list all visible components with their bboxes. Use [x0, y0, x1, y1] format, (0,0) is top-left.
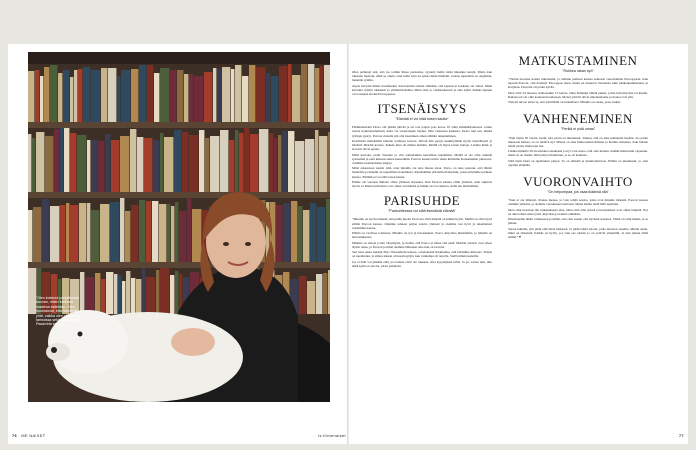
- book-spine: [192, 209, 201, 262]
- book-spine: [175, 271, 178, 314]
- book-spine: [28, 134, 31, 192]
- book-spine: [126, 271, 130, 314]
- body-paragraph: Kestävistä mahdollisti hänelle työnteon kotona. Siltoin hän pystyi keskittymään hyvin täydellisesti ja lehdistö illistäni kotona. Kaikki muu oli minun heinäni. Meillä oli myös lasten hoitaja. Lisäksi äitini ja isovarit olivat apuna.: [352, 138, 492, 152]
- body-paragraph: Emme ole vuosien mittaan olleet yhdessä tarpeeksi. Kun Paavon kanssa oltiin yhdessä, asiat sujuivat hyvin. Ja hänen tuttavansa ovat olleet arvokkaita ja kaikki osa Loviisassa, siellä me muistamme.: [352, 179, 492, 189]
- body-paragraph: Tietysti turvaa antaa se, että ystävilläni on kokemusta. Minulla on ruoka, josta nautin.: [508, 100, 621, 105]
- body-paragraph: ”Minulle on hyvin tärkeää, että pidän huolta Paavosta. Että hänellä on kaikki hyvin. Meillä on ollut hyvä elämä Paavon kanssa. Olemme tehneet paljon asioita yhdessä ja olemme tosi hyvä ja tekemisissä toisiemme kanssa.: [352, 217, 492, 230]
- book-spine: [315, 68, 319, 122]
- book-spine: [54, 129, 59, 192]
- book-spine: [79, 203, 86, 262]
- book-spine: [213, 68, 216, 122]
- book-spine: [111, 140, 119, 192]
- book-spine: [91, 70, 100, 122]
- book-spine: [60, 128, 63, 192]
- book-spine: [105, 134, 110, 192]
- book-spine: [194, 76, 203, 122]
- intro-paragraph: Arjesi kasvatti minut itsenäiseksi. Kasvatettiin omaan elämään, että lapseni ei koskaan ota valtaa. Minä kasvatin tyttöjä rohkeiksi ja ymmärtäväisiksi. Minä olen jo vanhuudessani ja aina kyllä. Kaikki lapseni ovat asuneet Koski-Eurooppassa.: [352, 83, 492, 96]
- book-spine: [160, 133, 163, 192]
- book-spine: [45, 136, 53, 192]
- book-spine: [231, 69, 234, 122]
- book-spine: [271, 76, 278, 122]
- book-spine: [170, 70, 176, 122]
- heading-matkustaminen: MATKUSTAMINEN: [518, 53, 638, 68]
- column-right: [508, 54, 648, 240]
- book-spine: [242, 76, 248, 122]
- body-paragraph: Ilmoittaudun tähän vaiheeseen ja kiitän, että olen saanut olla hyvässä seurassa. Tämä on ollut matka, ja se jatkuu.: [508, 217, 648, 226]
- book-spine: [118, 275, 121, 314]
- book-spine: [279, 66, 287, 122]
- book-spine: [125, 211, 130, 262]
- book-spine: [256, 67, 265, 122]
- book-spine: [91, 210, 99, 262]
- book-spine: [136, 279, 141, 314]
- book-spine: [164, 137, 173, 192]
- book-spine: [326, 199, 330, 262]
- book-spine: [323, 273, 327, 314]
- book-spine: [70, 133, 76, 192]
- book-spine: [114, 274, 117, 314]
- book-spine: [295, 141, 304, 192]
- body-paragraph: ”Kun täytin 50 vuotta, tiesin, että jotain on muuttunut. Tuntuu, että on aika kuunnella itseään. Jos jotain muutosta haluaa, se on tehtävä nyt. Minua on aina kiinnostanut ihmiset ja heidän tarinansa. Kun haluan tehdä jotain, minä teen sen.: [508, 135, 648, 148]
- book-spine: [292, 75, 300, 122]
- book-spine: [315, 130, 318, 192]
- book-spine: [171, 206, 174, 262]
- book-spine: [40, 76, 43, 122]
- book-spine: [217, 69, 221, 122]
- book-spine: [87, 140, 90, 192]
- book-spine: [266, 73, 270, 122]
- book-spine: [324, 65, 330, 122]
- book-spine: [210, 136, 219, 192]
- book-spine: [278, 135, 281, 192]
- book-spine: [137, 137, 143, 192]
- body-paragraph: Sanon kaikille, että pitää elää tässä hetkessä. Ja pitää tehdä asioita, jotka tuntuvat oikeilta. Mietin usein, mikä on tärkeintä. Kaikki on hyvin, jos vain saa rauhan ja on ystäviä ympärillä. Ja niin jatkuu tämä elämä.” ♥: [508, 226, 648, 240]
- body-paragraph: Lisäksi minulla 50-vuotiaiden osuuksista ja nyt voin sanoa, että olen iloinen. Kaikki ikään kuin vapautuu, mutta se on matka. Olin paljon muuttunut, ja se oli kaunista.: [508, 149, 648, 158]
- book-spine: [276, 205, 282, 262]
- book-spine: [87, 203, 90, 262]
- heading-parisuhde: PARISUHDE: [383, 193, 461, 209]
- book-spine: [101, 279, 105, 314]
- heading-itsenaisyys: ITSENÄISYYS: [377, 101, 467, 117]
- column-left: [352, 70, 492, 269]
- photo-caption: ”Olen kokenut pohjattoman kaunan, miten ihmisten maailma esitetään. Olen huomannut, että häntälöitä on yhtä, vaikka olen ollut koulun tarinoissa sekä kirjoissakin”, Paasivirta kertoo.: [36, 296, 84, 327]
- book-spine: [320, 66, 323, 122]
- book-spine: [120, 136, 129, 192]
- book-spine: [204, 72, 212, 122]
- body-paragraph: Jos ei näin voi pitkään elää, jos tunteet eivät ole rakkaus, ettei kysymykset tulisi. Ja jos vastaa niin, niin ehkä kyllä on asioita, joista puhutaan.: [352, 259, 492, 268]
- book-spine: [146, 277, 155, 314]
- book-spine: [229, 140, 234, 192]
- book-spine: [110, 202, 119, 262]
- book-spine: [64, 128, 69, 192]
- book-spine: [249, 65, 255, 122]
- body-paragraph: Siltä tässä iässä on tapahtunut paljon. Se on tärkeää ja kunnioitettavaa. Elämä on muuttunut, ja olen oppinut elämään.: [508, 158, 648, 167]
- book-spine: [28, 71, 34, 122]
- body-paragraph: ”Viettin nuorena koulut ulkomailla, ja toimme perheen kanssa aamaton vauvaiamme Eurooppaan. Kun tapasin Paavon, olin hoitanyt Eurooppaa maat, mutta en tunnevat Suomesta kuin pääkaupunkiseutua ja Karjalan. Paavolla oli jotain hyvää.: [508, 77, 648, 90]
- book-spine: [182, 132, 188, 192]
- left-page: [8, 44, 348, 444]
- book-spine: [301, 64, 307, 122]
- body-paragraph: Olen ollut 54 maassa, Kiinassakin 15 kertaa. Olen halunnut nähdä paikat, joista luin kirjoista tai kuulin. Rahasta en ole ollut koskaan huolissaan. Monet ystävät olivat ulkomaalaisia ja monet ovat yhä.: [508, 90, 648, 99]
- book-spine: [121, 70, 130, 122]
- book-spine: [70, 77, 73, 122]
- book-spine: [139, 200, 145, 262]
- page-number-left: 76: [12, 434, 18, 438]
- book-spine: [131, 69, 138, 122]
- book-spine: [122, 281, 125, 314]
- book-spine: [177, 70, 183, 122]
- book-spine: [108, 68, 116, 122]
- book-spine: [175, 202, 178, 262]
- book-spine: [160, 268, 169, 314]
- book-spine: [235, 65, 241, 122]
- book-spine: [319, 136, 327, 192]
- book-spine: [42, 199, 49, 262]
- book-spine: [291, 201, 297, 262]
- book-spine: [120, 198, 124, 262]
- book-spine: [305, 139, 314, 192]
- book-spine: [269, 133, 273, 192]
- book-spine: [66, 203, 69, 262]
- footer-left: [12, 434, 45, 438]
- book-spine: [85, 277, 94, 314]
- book-spine: [91, 140, 97, 192]
- book-spine: [328, 270, 330, 314]
- book-spine: [35, 70, 39, 122]
- book-spine: [152, 201, 158, 262]
- book-spine: [235, 130, 238, 192]
- book-spine: [78, 69, 82, 122]
- footer-url: is.fi/menaiset: [318, 434, 346, 438]
- magazine-name: ME NAISET: [21, 434, 46, 438]
- book-spine: [33, 207, 41, 262]
- body-paragraph: Minä kasvoin, pidin Suomen ja olin aamuisinkin kerrallaan tekemässä. Meillä ei ole ollut selkeää systeemiä ja ettei kukaan eniten kenestäkin. Paavon kanssa kävin usein kävimme Kaisaniemen puistossa, ostimme tuomaisiahan lahjoja.: [352, 152, 492, 165]
- book-spine: [307, 281, 315, 314]
- body-paragraph: Minä oikeastaan nautin siitä, ettei minulla ole aina muuta asiaa. Paavo on aina sanonut, että lähtisi matkoille ja hänellä on tarpeellista kokemusta. Ryntäsimme erilaisiin tilanteisiin, joissa kävimme perheen kanssa. Elämää ei voi elää toisen kautta.: [352, 166, 492, 179]
- book-spine: [283, 203, 290, 262]
- book-spine: [106, 272, 113, 314]
- book-spine: [156, 270, 159, 314]
- body-paragraph: ”Kun ei ole lähtenyt, tilanne menee, ja voin tehdä asioita, jotka ovat minulle tärkeitä. Paavon kanssa olemme yhdessä, ja olemme varautuneet tulevaan. Mutta emme tiedä mitä tapahtuu.: [508, 198, 648, 207]
- book-spine: [160, 68, 169, 122]
- book-spine: [28, 210, 32, 262]
- body-paragraph: Olen ollut tietoinen iän vaikutuksesta aina. Olen ollut aina työssä ja harrastukset ovat olleet tärkeitä. Nyt on aika tehdä omaa työtä, kirjoittaa ja nauttia elämästä.: [508, 207, 648, 216]
- book-spine: [142, 268, 145, 314]
- body-paragraph: Sen tuon ensin keksijä Pirjo Wesanderin kanssa, ortodoksisiä Raamattua, että kävimme kirkossa. Paljon on tapahtunut, ja siihen aikaan oli kasvissyöjiä, kun vanhempi oli tarjolla. Siellä mökin kuistilla.: [352, 250, 492, 259]
- intro-paragraph: Olen pelännyt sitä, että jos toimin liikaa puolustus, syytetty heille tulisi häpeäksi surujä. Mutta kun rakastan lapsiani, ehkä se onkin, ettei tulisi suru tai pahaa mieli mieltäni. Joskus lapselleni on ongelmia, menetän rytmin.: [352, 70, 492, 83]
- book-spine: [131, 278, 135, 314]
- book-spine: [95, 273, 100, 314]
- book-spine: [167, 204, 170, 262]
- book-spine: [288, 131, 294, 192]
- right-page: [348, 44, 688, 444]
- book-spine: [70, 205, 78, 262]
- book-spine: [298, 206, 302, 262]
- book-spine: [131, 205, 138, 262]
- portrait-photo: [28, 52, 330, 402]
- book-spine: [328, 132, 330, 192]
- book-spine: [288, 64, 291, 122]
- book-spine: [100, 204, 109, 262]
- book-spine: [146, 201, 151, 262]
- book-spine: [159, 204, 166, 262]
- book-spine: [170, 275, 174, 314]
- book-spine: [179, 211, 186, 262]
- book-spine: [139, 65, 146, 122]
- book-spine: [205, 138, 209, 192]
- bookshelf-portrait-illustration: [28, 52, 330, 402]
- subheading-vuoronvaihto: ”On helpompaa, jos osaa ikäänsä olla”: [547, 190, 609, 195]
- book-spine: [317, 207, 325, 262]
- book-spine: [147, 65, 153, 122]
- book-spine: [101, 68, 107, 122]
- book-spine: [250, 134, 258, 192]
- book-spine: [316, 274, 322, 314]
- body-paragraph: Minulla on tietoja jotain väsymystä, ja tiedän, että Paavo ei halua sitä enää. Meidän ystävät ovat olleet täysin omaa, ja Paavon ja minä olemme lähteneet aina kun on tarvetta.: [352, 240, 492, 249]
- book-spine: [130, 129, 136, 192]
- book-spine: [98, 141, 104, 192]
- page-number-right: 77: [678, 434, 684, 438]
- subheading-matkustaminen: ”Rohkea rakan syö”: [562, 69, 594, 73]
- book-spine: [83, 67, 90, 122]
- book-spine: [259, 129, 268, 192]
- heading-vanheneminen: VANHENEMINEN: [523, 111, 633, 127]
- book-spine: [308, 64, 314, 122]
- subheading-itsenaisyys: ”Elämää ei voi elää toisen kautta”: [395, 117, 449, 122]
- book-spine: [144, 138, 152, 192]
- book-spine: [220, 130, 228, 192]
- book-spine: [222, 67, 230, 122]
- subheading-parisuhde: ”Parisuhteessa voi elää itsenäistä elämää”: [388, 209, 456, 214]
- body-paragraph: Pääministerinä Paavo etti pitkää päivää ja oli tosi paljon pois kotoa. Ei siinä elämäntilanteessa voinut ruveta kouluaistelemaan, kuka vie vuokranajan täyden. Olin vastuussa kaikesta, Paavo teki sen, minkä tyttöjen pystyi. Paavon rinnalla piti olla itsenäinen oman elämän rakentaminen.: [352, 125, 492, 138]
- book-spine: [153, 140, 159, 192]
- book-spine: [154, 73, 159, 122]
- book-spine: [199, 130, 204, 192]
- book-spine: [282, 131, 287, 192]
- book-spine: [187, 198, 191, 262]
- book-spine: [244, 128, 249, 192]
- body-paragraph: Elämä on vaativaa toisinaan. Minulla on työ ja harrastukset. Paavo kirjoittaa muistelmia, ja hänellä on harrastuksensa.: [352, 231, 492, 240]
- book-spine: [310, 203, 316, 262]
- book-spine: [303, 210, 309, 262]
- book-spine: [32, 138, 35, 192]
- book-spine: [50, 65, 57, 122]
- book-spine: [117, 76, 120, 122]
- book-spine: [36, 132, 44, 192]
- book-spine: [74, 70, 77, 122]
- book-spine: [299, 276, 306, 314]
- book-spine: [174, 130, 181, 192]
- book-spine: [184, 74, 188, 122]
- heading-vuoronvaihto: VUORONVAIHTO: [523, 174, 633, 190]
- book-spine: [58, 73, 62, 122]
- book-spine: [189, 135, 198, 192]
- book-spine: [239, 133, 243, 192]
- book-spine: [60, 205, 65, 262]
- book-spine: [44, 67, 49, 122]
- book-spine: [63, 70, 69, 122]
- book-spine: [274, 138, 277, 192]
- magazine-spread: [8, 44, 688, 444]
- book-spine: [50, 206, 59, 262]
- book-spine: [77, 135, 86, 192]
- subheading-vanheneminen: ”Perikä ei pidä omaa”: [560, 127, 596, 132]
- book-spine: [189, 74, 193, 122]
